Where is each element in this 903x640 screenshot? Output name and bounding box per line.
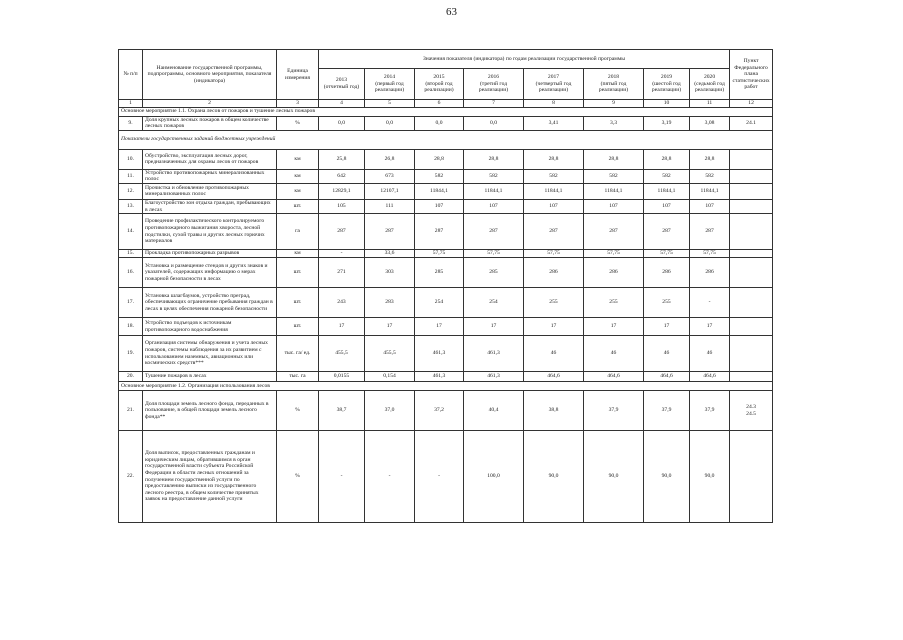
year-note: (четвертый год реализации) <box>535 80 572 94</box>
value-cell: 464,6 <box>524 372 584 382</box>
value-cell: 107 <box>644 199 690 213</box>
header-row-no: № п/п <box>119 50 143 100</box>
value-cell: 28,8 <box>584 149 644 169</box>
value-cell: - <box>319 250 365 258</box>
value-cell: 461,3 <box>464 336 524 372</box>
value-cell: 46 <box>524 336 584 372</box>
plan-item-cell <box>730 183 773 199</box>
column-number: 1 <box>119 100 143 108</box>
table-row <box>119 372 773 382</box>
column-numbers-row <box>119 100 773 108</box>
value-cell: 33,6 <box>365 250 415 258</box>
year-label: 2016 <box>487 74 500 81</box>
value-cell: 286 <box>690 258 730 288</box>
value-cell: 17 <box>584 318 644 336</box>
row-number: 19. <box>119 336 143 372</box>
unit-cell: шт. <box>277 318 319 336</box>
value-cell: 17 <box>319 318 365 336</box>
value-cell: 0,0 <box>319 116 365 130</box>
plan-item-cell <box>730 372 773 382</box>
header-year-2017 <box>524 69 584 100</box>
value-cell: 285 <box>415 258 464 288</box>
value-cell: 37,0 <box>365 391 415 431</box>
value-cell: 100,0 <box>464 431 524 523</box>
indicators-table <box>118 49 773 523</box>
value-cell: 285 <box>464 258 524 288</box>
value-cell: 28,8 <box>644 149 690 169</box>
header-name: Наименование государственной программы, подпрограммы, основного мероприятия, показателя (индикатора) <box>143 50 277 100</box>
unit-cell: км <box>277 169 319 183</box>
table-row <box>119 258 773 288</box>
indicator-name: Благоустройство зон отдыха граждан, пребывающих в лесах <box>143 199 277 213</box>
plan-item-cell <box>730 336 773 372</box>
value-cell: - <box>690 288 730 318</box>
column-number: 5 <box>365 100 415 108</box>
value-cell: 46 <box>690 336 730 372</box>
value-cell: 107 <box>524 199 584 213</box>
value-cell: 0,0 <box>415 116 464 130</box>
value-cell: 287 <box>319 214 365 250</box>
unit-cell: км <box>277 149 319 169</box>
value-cell: 11844,1 <box>415 183 464 199</box>
section-title: Показатели государственных заданий бюджетных учреждений <box>119 130 773 149</box>
value-cell: 57,75 <box>415 250 464 258</box>
table-row <box>119 116 773 130</box>
value-cell: 461,3 <box>464 372 524 382</box>
indicator-name: Доля площади земель лесного фонда, переданных в пользование, в общей площади земель лесного фонда** <box>143 391 277 431</box>
value-cell: 107 <box>690 199 730 213</box>
value-cell: 37,9 <box>584 391 644 431</box>
value-cell: 17 <box>365 318 415 336</box>
value-cell: 11844,1 <box>524 183 584 199</box>
unit-cell: га <box>277 214 319 250</box>
section-row <box>119 382 773 391</box>
value-cell: 673 <box>365 169 415 183</box>
table-row <box>119 250 773 258</box>
table-row <box>119 431 773 523</box>
value-cell: - <box>415 431 464 523</box>
value-cell: 25,8 <box>319 149 365 169</box>
row-number: 20. <box>119 372 143 382</box>
unit-cell: тыс. га <box>277 372 319 382</box>
row-number: 17. <box>119 288 143 318</box>
plan-item-cell <box>730 250 773 258</box>
value-cell: 3,19 <box>644 116 690 130</box>
indicator-name: Обустройство, эксплуатация лесных дорог, предназначенных для охраны лесов от пожаров <box>143 149 277 169</box>
page-number: 63 <box>446 6 457 18</box>
plan-item-cell: 24.1 <box>730 116 773 130</box>
value-cell: 455,5 <box>365 336 415 372</box>
plan-item-cell <box>730 431 773 523</box>
table-row <box>119 288 773 318</box>
section-row <box>119 107 773 116</box>
value-cell: 3,41 <box>524 116 584 130</box>
value-cell: 17 <box>415 318 464 336</box>
row-number: 13. <box>119 199 143 213</box>
header-year-2020 <box>690 69 730 100</box>
indicator-name: Доля крупных лесных пожаров в общем количестве лесных пожаров <box>143 116 277 130</box>
column-number: 8 <box>524 100 584 108</box>
year-note: (первый год реализации) <box>374 80 405 94</box>
unit-cell: % <box>277 391 319 431</box>
year-label: 2018 <box>607 74 620 81</box>
value-cell: 46 <box>584 336 644 372</box>
section-title: Основное мероприятие 1.1. Охрана лесов от пожаров и тушение лесных пожаров <box>119 107 773 116</box>
value-cell: 12829,1 <box>319 183 365 199</box>
value-cell: 582 <box>690 169 730 183</box>
header-year-2016 <box>464 69 524 100</box>
value-cell: 17 <box>464 318 524 336</box>
value-cell: 28,8 <box>690 149 730 169</box>
row-number: 21. <box>119 391 143 431</box>
value-cell: 286 <box>584 258 644 288</box>
indicator-name: Проведение профилактического контролируемого противопожарного выжигания хвороста, лесной подстилки, сухой травы и других лесных горючих материалов <box>143 214 277 250</box>
plan-item-cell <box>730 169 773 183</box>
column-number: 12 <box>730 100 773 108</box>
column-number: 3 <box>277 100 319 108</box>
value-cell: 28,8 <box>464 149 524 169</box>
value-cell: 90,0 <box>524 431 584 523</box>
column-number: 11 <box>690 100 730 108</box>
value-cell: 582 <box>584 169 644 183</box>
value-cell: 57,75 <box>464 250 524 258</box>
value-cell: 582 <box>415 169 464 183</box>
value-cell: 254 <box>415 288 464 318</box>
value-cell: 287 <box>415 214 464 250</box>
unit-cell: тыс. га/ ед. <box>277 336 319 372</box>
row-number: 22. <box>119 431 143 523</box>
value-cell: 37,2 <box>415 391 464 431</box>
value-cell: 0,154 <box>365 372 415 382</box>
header-values-group: Значения показателя (индикатора) по годам реализации государственной программы <box>319 50 730 69</box>
row-number: 14. <box>119 214 143 250</box>
value-cell: 38,8 <box>524 391 584 431</box>
value-cell: 303 <box>365 258 415 288</box>
value-cell: 107 <box>464 199 524 213</box>
plan-item-cell <box>730 149 773 169</box>
value-cell: 17 <box>524 318 584 336</box>
header-year-2014 <box>365 69 415 100</box>
value-cell: 287 <box>584 214 644 250</box>
column-number: 7 <box>464 100 524 108</box>
value-cell: 11844,1 <box>584 183 644 199</box>
row-number: 9. <box>119 116 143 130</box>
row-number: 12. <box>119 183 143 199</box>
row-number: 10. <box>119 149 143 169</box>
plan-item-cell <box>730 318 773 336</box>
value-cell: - <box>365 431 415 523</box>
year-note: (пятый год реализации) <box>598 80 629 94</box>
value-cell: - <box>319 431 365 523</box>
year-label: 2017 <box>547 74 560 81</box>
value-cell: 28,8 <box>524 149 584 169</box>
value-cell: 0,0 <box>365 116 415 130</box>
indicator-name: Устройство противопожарных минерализованных полос <box>143 169 277 183</box>
value-cell: 90,0 <box>690 431 730 523</box>
value-cell: 255 <box>584 288 644 318</box>
plan-item-cell <box>730 199 773 213</box>
value-cell: 287 <box>365 214 415 250</box>
value-cell: 28,8 <box>415 149 464 169</box>
table-row <box>119 183 773 199</box>
header-year-2019 <box>644 69 690 100</box>
column-number: 9 <box>584 100 644 108</box>
plan-item-cell: 24.3 24.5 <box>730 391 773 431</box>
value-cell: 3,08 <box>690 116 730 130</box>
year-label: 2020 <box>703 74 716 81</box>
value-cell: 11844,1 <box>690 183 730 199</box>
value-cell: 287 <box>524 214 584 250</box>
value-cell: 107 <box>584 199 644 213</box>
indicator-name: Тушение пожаров в лесах <box>143 372 277 382</box>
value-cell: 254 <box>464 288 524 318</box>
table-row <box>119 149 773 169</box>
column-number: 4 <box>319 100 365 108</box>
plan-item-cell <box>730 214 773 250</box>
row-number: 18. <box>119 318 143 336</box>
year-label: 2013 <box>335 77 348 84</box>
section-row <box>119 130 773 149</box>
value-cell: 286 <box>644 258 690 288</box>
value-cell: 582 <box>644 169 690 183</box>
table-row <box>119 391 773 431</box>
column-number: 6 <box>415 100 464 108</box>
year-note: (третий год реализации) <box>478 80 509 94</box>
value-cell: 3,3 <box>584 116 644 130</box>
value-cell: 57,75 <box>690 250 730 258</box>
value-cell: 38,7 <box>319 391 365 431</box>
unit-cell: шт. <box>277 258 319 288</box>
value-cell: 37,9 <box>644 391 690 431</box>
table-body <box>119 100 773 523</box>
value-cell: 461,3 <box>415 372 464 382</box>
year-note: (отчетный год) <box>323 84 360 90</box>
value-cell: 255 <box>524 288 584 318</box>
value-cell: 111 <box>365 199 415 213</box>
indicator-name: Прочистка и обновление противопожарных минерализованных полос <box>143 183 277 199</box>
plan-item-cell <box>730 258 773 288</box>
value-cell: 107 <box>415 199 464 213</box>
section-title: Основное мероприятие 1.2. Организация использования лесов <box>119 382 773 391</box>
value-cell: 57,75 <box>644 250 690 258</box>
value-cell: 90,0 <box>644 431 690 523</box>
value-cell: 464,6 <box>690 372 730 382</box>
table-row <box>119 336 773 372</box>
value-cell: 287 <box>644 214 690 250</box>
value-cell: 287 <box>464 214 524 250</box>
indicator-name: Организация системы обнаружения и учета лесных пожаров, системы наблюдения за их развитием с использованием наземных, авиационных или космических средств*** <box>143 336 277 372</box>
header-unit: Единица измерения <box>277 50 319 100</box>
year-label: 2019 <box>660 74 673 81</box>
value-cell: 37,9 <box>690 391 730 431</box>
unit-cell: шт. <box>277 288 319 318</box>
value-cell: 12107,1 <box>365 183 415 199</box>
unit-cell: км <box>277 250 319 258</box>
header-year-2018 <box>584 69 644 100</box>
plan-item-cell <box>730 288 773 318</box>
indicator-name: Прокладка противопожарных разрывов <box>143 250 277 258</box>
value-cell: 455,5 <box>319 336 365 372</box>
unit-cell: % <box>277 431 319 523</box>
table-row <box>119 214 773 250</box>
unit-cell: шт. <box>277 199 319 213</box>
row-number: 15. <box>119 250 143 258</box>
row-number: 16. <box>119 258 143 288</box>
column-number: 2 <box>143 100 277 108</box>
value-cell: 11844,1 <box>464 183 524 199</box>
value-cell: 26,8 <box>365 149 415 169</box>
indicator-name: Установка шлагбаумов, устройство преград, обеспечивающих ограничение пребывания граждан в лесах в целях обеспечения пожарной безопасности <box>143 288 277 318</box>
indicator-name: Устройство подъездов к источникам противопожарного водоснабжения <box>143 318 277 336</box>
value-cell: 90,0 <box>584 431 644 523</box>
value-cell: 0,0155 <box>319 372 365 382</box>
table-row <box>119 169 773 183</box>
value-cell: 464,6 <box>644 372 690 382</box>
value-cell: 57,75 <box>524 250 584 258</box>
header-plan-item: Пункт Федерального плана статистических работ <box>730 50 773 100</box>
value-cell: 40,4 <box>464 391 524 431</box>
value-cell: 17 <box>644 318 690 336</box>
table-row <box>119 199 773 213</box>
value-cell: 17 <box>690 318 730 336</box>
value-cell: 582 <box>464 169 524 183</box>
column-number: 10 <box>644 100 690 108</box>
value-cell: 464,6 <box>584 372 644 382</box>
value-cell: 46 <box>644 336 690 372</box>
year-note: (седьмой год реализации) <box>694 80 725 94</box>
header-year-2013 <box>319 69 365 100</box>
value-cell: 255 <box>644 288 690 318</box>
value-cell: 283 <box>365 288 415 318</box>
unit-cell: % <box>277 116 319 130</box>
value-cell: 461,3 <box>415 336 464 372</box>
value-cell: 642 <box>319 169 365 183</box>
indicator-name: Установка и размещение стендов и других знаков и указателей, содержащих информацию о мерах пожарной безопасности в лесах <box>143 258 277 288</box>
value-cell: 286 <box>524 258 584 288</box>
row-number: 11. <box>119 169 143 183</box>
year-label: 2015 <box>433 74 445 81</box>
value-cell: 11844,1 <box>644 183 690 199</box>
header-year-2015 <box>415 69 464 100</box>
year-note: (второй год реализации) <box>424 80 454 94</box>
value-cell: 0,0 <box>464 116 524 130</box>
value-cell: 243 <box>319 288 365 318</box>
year-note: (шестой год реализации) <box>651 80 682 94</box>
value-cell: 287 <box>690 214 730 250</box>
value-cell: 582 <box>524 169 584 183</box>
indicator-name: Доля выписок, предоставленных гражданам и юридическим лицам, обратившимся в орган государственной власти субъекта Российской Федерации в области лесных отношений за получением государственной услуги по предоставлению выписки из государственного лесного реестра, в общем количестве принятых заявок на предоставление данной услуги <box>143 431 277 523</box>
table-row <box>119 318 773 336</box>
value-cell: 105 <box>319 199 365 213</box>
value-cell: 271 <box>319 258 365 288</box>
value-cell: 57,75 <box>584 250 644 258</box>
year-label: 2014 <box>383 74 396 81</box>
unit-cell: км <box>277 183 319 199</box>
